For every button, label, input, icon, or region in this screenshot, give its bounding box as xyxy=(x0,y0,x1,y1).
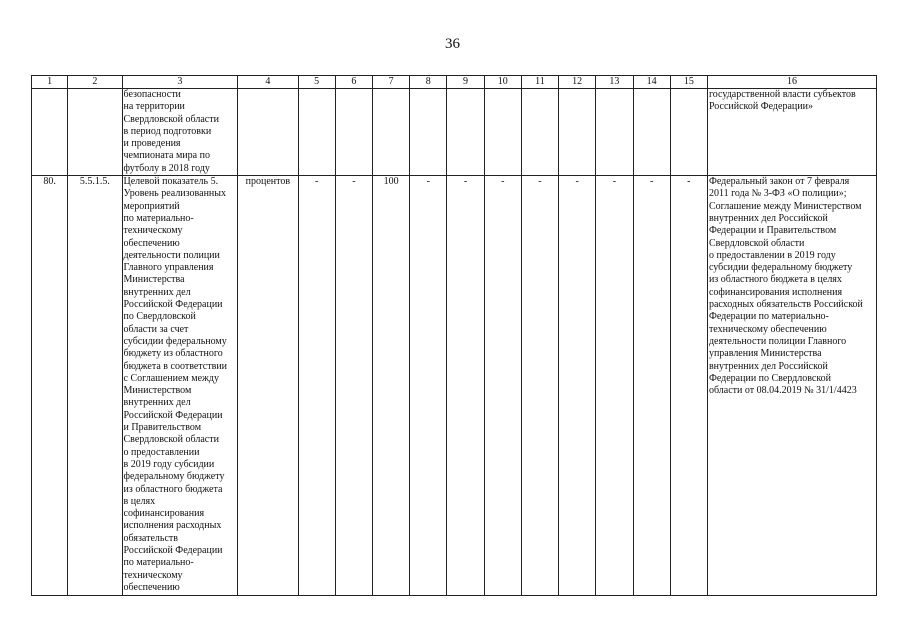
column-header: 1 xyxy=(32,76,68,89)
column-header: 2 xyxy=(68,76,122,89)
unit-cell: процентов xyxy=(238,176,298,596)
column-number-row xyxy=(32,76,877,89)
column-header: 10 xyxy=(484,76,521,89)
value-cell xyxy=(335,89,372,176)
row-code-cell xyxy=(68,89,122,176)
column-header: 5 xyxy=(298,76,335,89)
legal-basis: Федеральный закон от 7 февраля 2011 года № 3-ФЗ «О полиции»; Соглашение между Министерством внутренних дел Российской Федерации и Правительством Свердловской области о предоставлении в 2019 году субсидии федеральному бюджету из областного бюджета в целях софинансирования исполнения расходных обязательств Российской Федерации по материально- техническому обеспечению деятельности полиции Главного управления Министерства внутренних дел Российской Федерации по Свердловской области от 08.04.2019 № 31/1/4423 xyxy=(707,176,876,596)
indicator-description: безопасности на территории Свердловской области в период подготовки и проведения чемпионата мира по футболу в 2018 году xyxy=(122,89,238,176)
value-cell xyxy=(559,89,596,176)
value-cell: - xyxy=(521,176,558,596)
value-cell xyxy=(633,89,670,176)
column-header: 15 xyxy=(670,76,707,89)
column-header: 13 xyxy=(596,76,633,89)
value-cell xyxy=(670,89,707,176)
column-header: 6 xyxy=(335,76,372,89)
value-cell xyxy=(298,89,335,176)
table-row xyxy=(32,89,877,176)
page-number: 36 xyxy=(445,36,460,52)
value-cell xyxy=(521,89,558,176)
value-cell: - xyxy=(335,176,372,596)
column-header: 14 xyxy=(633,76,670,89)
value-cell xyxy=(484,89,521,176)
value-cell: - xyxy=(484,176,521,596)
column-header: 11 xyxy=(521,76,558,89)
column-header: 3 xyxy=(122,76,238,89)
column-header: 7 xyxy=(372,76,409,89)
indicator-description: Целевой показатель 5. Уровень реализованных мероприятий по материально- техническому обеспечению деятельности полиции Главного управления Министерства внутренних дел Российской Федерации по Свердловской области за счет субсидии федеральному бюджету из областного бюджета в соответствии с Соглашением между Министерством внутренних дел Российской Федерации и Правительством Свердловской области о предоставлении в 2019 году субсидии федеральному бюджету из областного бюджета в целях софинансирования исполнения расходных обязательств Российской Федерации по материально- техническому обеспечению xyxy=(122,176,238,596)
unit-cell xyxy=(238,89,298,176)
value-cell xyxy=(410,89,447,176)
value-cell: - xyxy=(633,176,670,596)
value-cell: - xyxy=(559,176,596,596)
column-header: 16 xyxy=(707,76,876,89)
row-number-cell: 80. xyxy=(32,176,68,596)
column-header: 8 xyxy=(410,76,447,89)
value-cell xyxy=(447,89,484,176)
column-header: 9 xyxy=(447,76,484,89)
value-cell: - xyxy=(596,176,633,596)
row-code-cell: 5.5.1.5. xyxy=(68,176,122,596)
value-cell xyxy=(596,89,633,176)
indicators-table xyxy=(31,75,877,596)
value-cell: - xyxy=(410,176,447,596)
legal-basis: государственной власти субъектов Российской Федерации» xyxy=(707,89,876,176)
table-row xyxy=(32,176,877,596)
value-cell: - xyxy=(298,176,335,596)
column-header: 12 xyxy=(559,76,596,89)
row-number-cell xyxy=(32,89,68,176)
value-cell: 100 xyxy=(372,176,409,596)
column-header: 4 xyxy=(238,76,298,89)
value-cell xyxy=(372,89,409,176)
value-cell: - xyxy=(447,176,484,596)
value-cell: - xyxy=(670,176,707,596)
